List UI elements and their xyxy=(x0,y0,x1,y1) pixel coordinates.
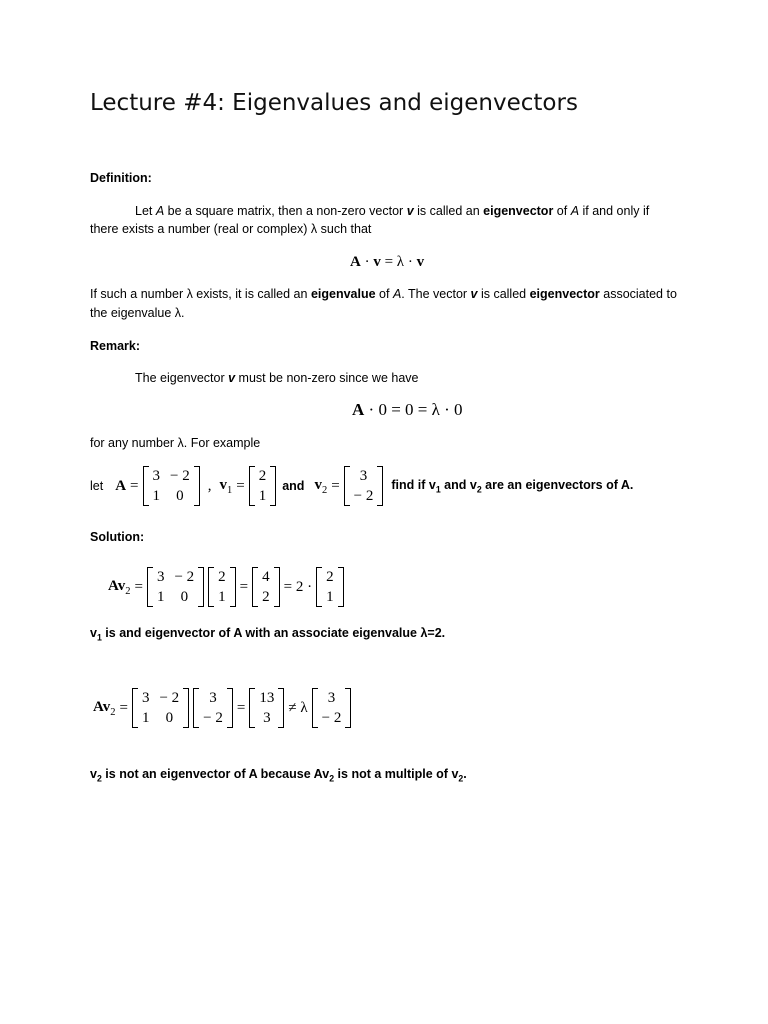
vector-result xyxy=(249,688,284,728)
eq-lhs xyxy=(93,699,115,718)
math: = xyxy=(130,477,139,494)
bracket-right xyxy=(377,466,383,506)
text-italic: A xyxy=(392,287,402,301)
matrix-cells xyxy=(149,466,194,506)
bracket-right xyxy=(338,567,344,607)
math: = xyxy=(134,578,143,595)
remark-line xyxy=(135,371,419,385)
definition-line-2: there exists a number (real or complex) λ such that xyxy=(90,222,372,236)
cell: − 2 xyxy=(174,569,195,585)
eigenvalue-line-1 xyxy=(90,287,677,301)
text-bold-italic: v xyxy=(470,287,478,301)
cell: 1 xyxy=(258,488,267,504)
cell: − 2 xyxy=(170,468,190,484)
subscript: 1 xyxy=(96,632,102,643)
text: is called an xyxy=(413,204,484,218)
cell: 0 xyxy=(165,710,174,726)
cell: 3 xyxy=(263,710,271,726)
math: , xyxy=(207,477,212,494)
cell: − 2 xyxy=(203,710,223,726)
example-find-text xyxy=(391,478,633,495)
math: v xyxy=(219,476,227,493)
vector-cells xyxy=(199,688,227,728)
text: . xyxy=(463,767,467,781)
bracket-right xyxy=(278,688,284,728)
text-bold-italic: v xyxy=(406,204,414,218)
text: The eigenvector xyxy=(135,371,229,385)
matrix-A xyxy=(147,567,204,607)
text: is called xyxy=(477,287,530,301)
vector-cells xyxy=(258,567,274,607)
cell: 3 xyxy=(152,468,161,484)
cell: 3 xyxy=(209,690,217,706)
text: if and only if xyxy=(579,204,650,218)
text: . The vector xyxy=(401,287,471,301)
math-bold: A xyxy=(350,254,361,270)
math: Av xyxy=(108,577,126,594)
cell: 13 xyxy=(259,690,275,706)
bracket-right xyxy=(230,567,236,607)
cell: 1 xyxy=(152,488,161,504)
text: be a square matrix, then a non-zero vector xyxy=(164,204,407,218)
subscript: 1 xyxy=(226,484,233,496)
cell: 2 xyxy=(258,468,267,484)
vector-result xyxy=(252,567,280,607)
cell: 1 xyxy=(156,589,165,605)
cell: − 2 xyxy=(321,710,342,726)
text: is not a multiple of v xyxy=(334,767,459,781)
text: of xyxy=(375,287,393,301)
subscript: 2 xyxy=(110,706,116,718)
text: is and eigenvector of A with an associate eigenvalue λ=2. xyxy=(101,626,446,640)
vector-v1 xyxy=(249,466,277,506)
text: If such a number λ exists, it is called an xyxy=(90,287,311,301)
math-bold: A xyxy=(352,400,365,419)
text: must be non-zero since we have xyxy=(235,371,419,385)
bracket-right xyxy=(183,688,189,728)
vector-cells xyxy=(255,688,278,728)
cell: 2 xyxy=(262,589,270,605)
matrix-label: A xyxy=(115,477,127,494)
subscript: 2 xyxy=(125,585,131,597)
math: = λ · xyxy=(380,254,417,270)
cell: 3 xyxy=(359,468,368,484)
subscript: 2 xyxy=(329,773,335,784)
vector-label xyxy=(219,477,232,496)
cell: 1 xyxy=(141,710,150,726)
bracket-right xyxy=(227,688,233,728)
eigenvalue-line-2: the eigenvalue λ. xyxy=(90,306,185,320)
bracket-right xyxy=(194,466,200,506)
cell: 3 xyxy=(141,690,150,706)
matrix-cells xyxy=(153,567,198,607)
text: and v xyxy=(440,477,477,492)
cell: − 2 xyxy=(353,488,374,504)
bracket-right xyxy=(270,466,276,506)
text: v xyxy=(90,767,97,781)
remark-equation xyxy=(352,400,463,420)
math: Av xyxy=(93,698,111,715)
cell: 2 xyxy=(218,569,226,585)
math: = xyxy=(239,578,249,595)
text: let xyxy=(90,479,104,493)
text-bold: eigenvector xyxy=(483,204,554,218)
remark-after: for any number λ. For example xyxy=(90,436,261,450)
text-italic: A xyxy=(155,204,165,218)
math: v xyxy=(314,476,322,493)
subscript: 2 xyxy=(458,773,464,784)
math: = xyxy=(119,699,128,716)
solution-equation-2 xyxy=(93,688,351,728)
vector-cells xyxy=(255,466,271,506)
text-bold: and xyxy=(282,479,305,493)
subscript: 1 xyxy=(435,484,441,495)
math-bold: v xyxy=(373,254,381,270)
vector-cells xyxy=(350,466,378,506)
conclusion-2 xyxy=(90,767,467,784)
definition-heading: Definition: xyxy=(90,171,152,185)
eq-lhs xyxy=(108,578,130,597)
cell: 1 xyxy=(326,589,334,605)
math: = xyxy=(331,477,340,494)
bracket-right xyxy=(274,567,280,607)
page-title: Lecture #4: Eigenvalues and eigenvectors xyxy=(90,90,578,116)
subscript: 2 xyxy=(96,773,102,784)
math: · xyxy=(360,254,374,270)
text-bold-italic: v xyxy=(228,371,236,385)
text: of xyxy=(553,204,571,218)
vector xyxy=(312,688,352,728)
definition-equation xyxy=(350,254,424,271)
vector xyxy=(208,567,236,607)
vector xyxy=(316,567,344,607)
cell: 3 xyxy=(156,569,165,585)
cell: 2 xyxy=(326,569,334,585)
text: is not an eigenvector of A because Av xyxy=(101,767,330,781)
math: ≠ λ xyxy=(288,699,308,716)
text-bold: eigenvalue xyxy=(310,287,376,301)
subscript: 2 xyxy=(321,484,328,496)
text-bold: eigenvector xyxy=(529,287,600,301)
math: = xyxy=(236,477,245,494)
vector-cells xyxy=(214,567,230,607)
vector xyxy=(193,688,233,728)
vector-cells xyxy=(322,567,338,607)
math: = 2 · xyxy=(283,578,313,595)
cell: 0 xyxy=(180,589,189,605)
conclusion-1 xyxy=(90,626,445,643)
math: = xyxy=(236,699,246,716)
vector-cells xyxy=(318,688,346,728)
math: · 0 = 0 = λ · 0 xyxy=(364,400,463,419)
example-line xyxy=(90,466,633,506)
definition-line-1 xyxy=(135,204,649,218)
text: associated to xyxy=(599,287,677,301)
subscript: 2 xyxy=(476,484,482,495)
remark-heading: Remark: xyxy=(90,339,141,353)
vector-v2 xyxy=(344,466,384,506)
math-bold: v xyxy=(416,254,425,270)
text: v xyxy=(90,626,97,640)
cell: 0 xyxy=(176,488,184,504)
bracket-right xyxy=(345,688,351,728)
bracket-right xyxy=(198,567,204,607)
matrix-A xyxy=(132,688,189,728)
text-italic: A xyxy=(570,204,580,218)
matrix-cells xyxy=(138,688,183,728)
vector-label xyxy=(314,477,327,496)
solution-heading: Solution: xyxy=(90,530,145,544)
cell: 1 xyxy=(218,589,226,605)
cell: 3 xyxy=(327,690,336,706)
solution-equation-1 xyxy=(108,567,344,607)
text: find if v xyxy=(391,477,436,492)
text: Let xyxy=(135,204,156,218)
matrix-A xyxy=(143,466,200,506)
cell: 4 xyxy=(262,569,270,585)
text: are an eigenvectors of A. xyxy=(481,477,634,492)
cell: − 2 xyxy=(159,690,180,706)
